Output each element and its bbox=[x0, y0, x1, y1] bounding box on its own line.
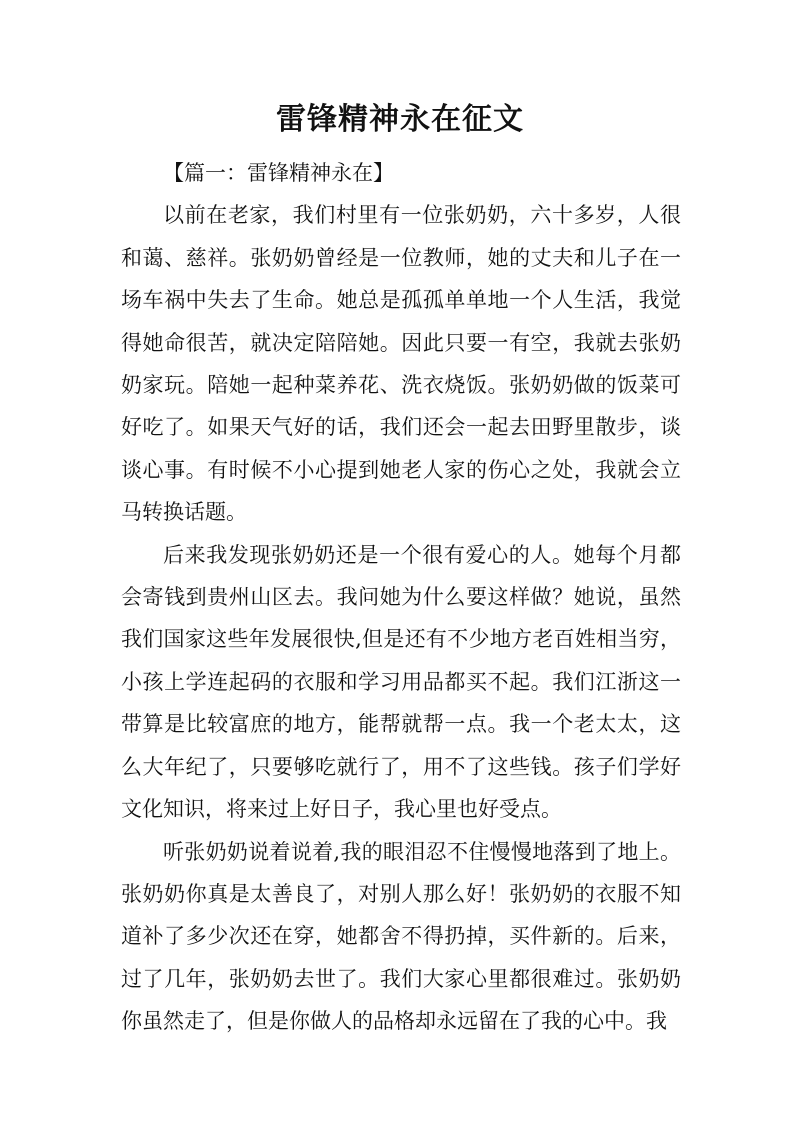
section-heading: 【篇一：雷锋精神永在】 bbox=[163, 161, 394, 185]
paragraph: 以前在老家，我们村里有一位张奶奶，六十多岁，人很和蔼、慈祥。张奶奶曾经是一位教师，她的丈夫和儿子在一场车祸中失去了生命。她总是孤孤单单地一个人生活，我觉得她命很苦，就决定陪陪她。因此只要一有空，我就去张奶奶家玩。陪她一起种菜养花、洗衣烧饭。张奶奶做的饭菜可好吃了。如果天气好的话，我们还会一起去田野里散步，谈谈心事。有时候不小心提到她老人家的伤心之处，我就会立马转换话题。 bbox=[121, 203, 681, 525]
document-title: 雷锋精神永在征文 bbox=[276, 102, 524, 137]
paragraph: 听张奶奶说着说着,我的眼泪忍不住慢慢地落到了地上。张奶奶你真是太善良了，对别人那么好！张奶奶的衣服不知道补了多少次还在穿，她都舍不得扔掉，买件新的。后来，过了几年，张奶奶去世了。我们大家心里都很难过。张奶奶你虽然走了，但是你做人的品格却永远留在了我的心中。我 bbox=[121, 839, 681, 1034]
document-body bbox=[121, 152, 681, 1043]
paragraph: 后来我发现张奶奶还是一个很有爱心的人。她每个月都会寄钱到贵州山区去。我问她为什么要这样做？她说，虽然我们国家这些年发展很快,但是还有不少地方老百姓相当穷，小孩上学连起码的衣服和学习用品都买不起。我们江浙这一带算是比较富庶的地方，能帮就帮一点。我一个老太太，这么大年纪了，只要够吃就行了，用不了这些钱。孩子们学好文化知识，将来过上好日子，我心里也好受点。 bbox=[121, 542, 681, 822]
